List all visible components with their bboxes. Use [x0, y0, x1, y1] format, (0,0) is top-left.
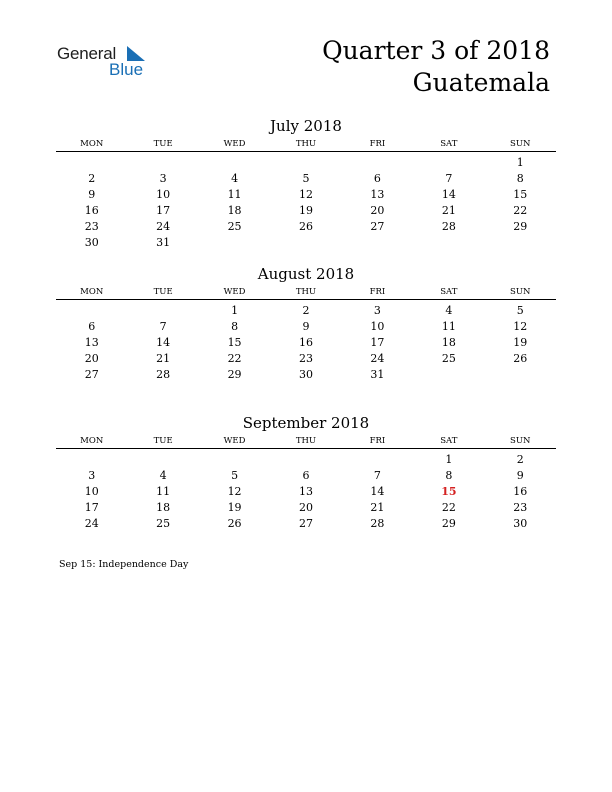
month-title: September 2018: [242, 414, 370, 432]
calendar-date: 15: [513, 188, 528, 201]
weekday-label: SUN: [510, 436, 531, 446]
calendar-date: 19: [227, 501, 242, 514]
calendar-date: 7: [159, 320, 167, 333]
calendar-date: 4: [231, 172, 239, 185]
calendar-date: 4: [445, 304, 453, 317]
day-grid: [56, 155, 556, 251]
calendar-date: 19: [513, 336, 528, 349]
calendar-date: 5: [231, 469, 239, 482]
calendar-date: 14: [370, 485, 385, 498]
month-title: July 2018: [270, 117, 342, 135]
calendar-date: 25: [227, 220, 242, 233]
weekday-label: MON: [80, 139, 104, 149]
calendar-date: 10: [156, 188, 171, 201]
calendar-date: 21: [370, 501, 385, 514]
calendar-date: 16: [298, 336, 313, 349]
calendar-date: 26: [227, 517, 242, 530]
calendar-date: 2: [302, 304, 310, 317]
calendar-date: 8: [445, 469, 453, 482]
calendar-date: 24: [84, 517, 99, 530]
weekday-label: WED: [223, 139, 246, 149]
calendar-date: 9: [88, 188, 96, 201]
calendar-date: 27: [298, 517, 313, 530]
weekday-label: MON: [80, 436, 104, 446]
calendar-date: 8: [231, 320, 239, 333]
page-title: Quarter 3 of 2018: [322, 36, 550, 65]
month-july: [56, 116, 556, 251]
calendar-date: 6: [373, 172, 381, 185]
calendar-date: [485, 367, 556, 383]
weekday-label: TUE: [153, 436, 173, 446]
calendar-date: 27: [370, 220, 385, 233]
weekday-label: MON: [80, 287, 104, 297]
weekday-label: WED: [223, 287, 246, 297]
calendar-date: 6: [302, 469, 310, 482]
calendar-date: 4: [159, 469, 167, 482]
calendar-date: 7: [445, 172, 453, 185]
calendar-date: [270, 235, 341, 251]
calendar-date: 17: [156, 204, 171, 217]
calendar-date: 21: [156, 352, 171, 365]
calendar-date: [342, 235, 413, 251]
calendar-date: 11: [227, 188, 242, 201]
calendar-date: 9: [516, 469, 524, 482]
weekday-label: SUN: [510, 139, 531, 149]
calendar-date: 25: [441, 352, 456, 365]
calendar-date: [270, 155, 341, 171]
calendar-date: 30: [84, 236, 99, 249]
weekday-header: [56, 137, 556, 152]
calendar-date: 10: [370, 320, 385, 333]
calendar-date: 29: [227, 368, 242, 381]
weekday-label: WED: [223, 436, 246, 446]
calendar-date: [413, 367, 484, 383]
calendar-date: 15: [227, 336, 242, 349]
calendar-date: [56, 303, 127, 319]
logo-blue-text: Blue: [109, 60, 144, 79]
calendar-date: 1: [231, 304, 239, 317]
calendar-date: 30: [298, 368, 313, 381]
weekday-label: SUN: [510, 287, 531, 297]
calendar-date: 18: [227, 204, 242, 217]
calendar-date: 10: [84, 485, 99, 498]
calendar-date: 23: [298, 352, 313, 365]
holiday-note: Sep 15: Independence Day: [59, 559, 189, 570]
calendar-date: 24: [156, 220, 171, 233]
calendar-date: 3: [159, 172, 167, 185]
calendar-date: 9: [302, 320, 310, 333]
calendar-date: 3: [88, 469, 96, 482]
calendar-date: [413, 155, 484, 171]
day-grid: [56, 452, 556, 532]
calendar-date: [56, 155, 127, 171]
calendar-date: 21: [441, 204, 456, 217]
calendar-date: 22: [227, 352, 242, 365]
calendar-date: 2: [516, 453, 524, 466]
calendar-date: 24: [370, 352, 385, 365]
calendar-date: 12: [513, 320, 528, 333]
month-august: [56, 264, 556, 383]
calendar-date: 12: [298, 188, 313, 201]
calendar-date: 20: [298, 501, 313, 514]
calendar-date: 28: [370, 517, 385, 530]
calendar-date: 14: [156, 336, 171, 349]
calendar-date: 20: [370, 204, 385, 217]
month-september: [56, 413, 556, 532]
calendar-date: 31: [156, 236, 171, 249]
calendar-date: 11: [441, 320, 456, 333]
weekday-label: SAT: [440, 436, 458, 446]
weekday-label: SAT: [440, 287, 458, 297]
calendar-date: 18: [441, 336, 456, 349]
calendar-date: 17: [84, 501, 99, 514]
calendar-date: 1: [516, 156, 524, 169]
calendar-date: [127, 303, 198, 319]
calendar-date: 16: [84, 204, 99, 217]
calendar-date: [270, 452, 341, 468]
weekday-label: SAT: [440, 139, 458, 149]
weekday-label: FRI: [369, 139, 386, 149]
calendar-date: 14: [441, 188, 456, 201]
weekday-label: THU: [295, 139, 317, 149]
calendar-date: [127, 452, 198, 468]
calendar-date: [342, 155, 413, 171]
calendar-date: [199, 235, 270, 251]
calendar-date: 16: [513, 485, 528, 498]
calendar-date: 11: [156, 485, 171, 498]
calendar-date: 31: [370, 368, 385, 381]
day-grid: [56, 303, 556, 383]
calendar-date: [199, 155, 270, 171]
calendar-date: 26: [298, 220, 313, 233]
calendar-date: 20: [84, 352, 99, 365]
calendar-date: 3: [373, 304, 381, 317]
calendar-date: 23: [513, 501, 528, 514]
calendar-date: 28: [441, 220, 456, 233]
calendar-date: 29: [441, 517, 456, 530]
calendar-date: 17: [370, 336, 385, 349]
weekday-header: [56, 434, 556, 449]
weekday-label: TUE: [153, 287, 173, 297]
calendar-date: 18: [156, 501, 171, 514]
calendar-date: 5: [302, 172, 310, 185]
calendar-date: 19: [298, 204, 313, 217]
calendar-date: 27: [84, 368, 99, 381]
calendar-date: [56, 452, 127, 468]
weekday-label: TUE: [153, 139, 173, 149]
calendar-date: 22: [513, 204, 528, 217]
calendar-date: 28: [156, 368, 171, 381]
calendar-date: [413, 235, 484, 251]
calendar-date: 25: [156, 517, 171, 530]
calendar-date: [485, 235, 556, 251]
calendar-date: 22: [441, 501, 456, 514]
calendar-date: 13: [298, 485, 313, 498]
calendar-date: [342, 452, 413, 468]
calendar-date: 1: [445, 453, 453, 466]
logo-general-text: General: [57, 44, 117, 63]
country-name: Guatemala: [412, 68, 550, 97]
calendar-date: 5: [516, 304, 524, 317]
calendar-date: 30: [513, 517, 528, 530]
weekday-label: THU: [295, 287, 317, 297]
calendar-date: [199, 452, 270, 468]
calendar-date: 13: [370, 188, 385, 201]
calendar-date: 13: [84, 336, 99, 349]
calendar-date: 23: [84, 220, 99, 233]
calendar-date: 7: [373, 469, 381, 482]
holiday-date: 15: [441, 485, 457, 498]
calendar-date: 2: [88, 172, 96, 185]
calendar-date: 6: [88, 320, 96, 333]
calendar-date: [127, 155, 198, 171]
calendar-date: 29: [513, 220, 528, 233]
weekday-label: FRI: [369, 436, 386, 446]
weekday-label: THU: [295, 436, 317, 446]
calendar-date: 12: [227, 485, 242, 498]
logo: [57, 44, 157, 84]
weekday-label: FRI: [369, 287, 386, 297]
calendar-date: 8: [516, 172, 524, 185]
weekday-header: [56, 285, 556, 300]
calendar-date: 26: [513, 352, 528, 365]
month-title: August 2018: [257, 265, 355, 283]
